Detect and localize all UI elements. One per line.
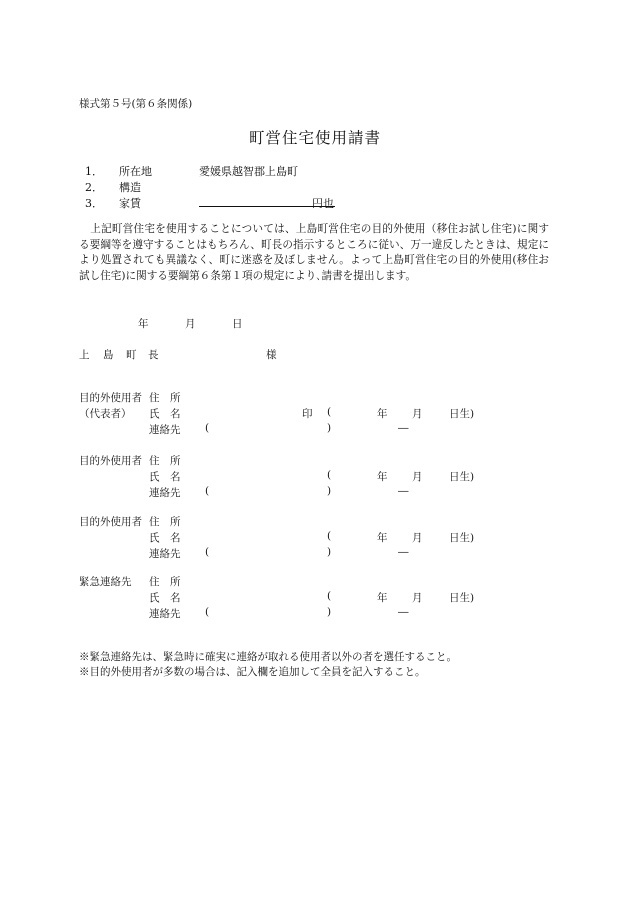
birth-day-label: 日生) xyxy=(449,471,475,483)
rent-blank-line xyxy=(199,206,335,207)
birth-day-label: 日生) xyxy=(449,408,475,420)
birth-paren-open: ( xyxy=(327,406,332,418)
contact-label: 連絡先 xyxy=(149,608,181,620)
date-month-label: 月 xyxy=(185,318,196,330)
date-day-label: 日 xyxy=(232,318,243,330)
item-label-rent: 家賃 xyxy=(119,197,141,210)
contact-dash: ― xyxy=(398,606,409,618)
body-paragraph-text: 上記町営住宅を使用することについては、上島町営住宅の目的外使用（移住お試し住宅)に関する要綱等を遵守することはもちろん、町長の指示するところに従い、万一違反したときは、規定により処置されても異議なく、町に迷惑を及ぼしません。よって上島町営住宅の目的外使用(移住お試し住宅)に関する要綱第６条第１項の規定により､請書を提出します。 xyxy=(79,223,549,282)
birth-paren-open: ( xyxy=(327,469,332,481)
address-label: 住 所 xyxy=(149,392,181,404)
address-label: 住 所 xyxy=(149,516,181,528)
note-multiple-users: ※目的外使用者が多数の場合は、記入欄を追加して全員を記入すること。 xyxy=(79,666,426,678)
name-label: 氏 名 xyxy=(149,592,181,604)
birth-paren-open: ( xyxy=(327,590,332,602)
notes xyxy=(79,650,457,680)
seal-label: 印 xyxy=(302,408,313,420)
birth-year-label: 年 xyxy=(377,592,388,604)
birth-month-label: 月 xyxy=(412,592,423,604)
form-number: 様式第５号(第６条関係) xyxy=(79,98,193,110)
name-label: 氏 名 xyxy=(149,408,181,420)
birth-day-label: 日生) xyxy=(449,592,475,604)
contact-paren-close: ) xyxy=(327,546,332,558)
birth-day-label: 日生) xyxy=(449,532,475,544)
addressee-char: 長 xyxy=(148,349,159,361)
item-label-structure: 構造 xyxy=(119,181,141,194)
item-number: 1． xyxy=(85,165,103,178)
section-subtitle: （代表者） xyxy=(79,408,132,420)
date-year-label: 年 xyxy=(138,318,149,330)
contact-dash: ― xyxy=(398,546,409,558)
item-label-location: 所在地 xyxy=(119,165,152,178)
item-value-rent-unit: 円也 xyxy=(312,197,334,210)
document-title: 町営住宅使用請書 xyxy=(248,129,381,147)
contact-dash: ― xyxy=(398,485,409,497)
contact-label: 連絡先 xyxy=(149,548,181,560)
section-title: 緊急連絡先 xyxy=(79,576,132,588)
contact-dash: ― xyxy=(398,422,409,434)
birth-month-label: 月 xyxy=(412,408,423,420)
contact-paren-open: ( xyxy=(205,485,210,497)
birth-year-label: 年 xyxy=(377,532,388,544)
contact-label: 連絡先 xyxy=(149,487,181,499)
birth-year-label: 年 xyxy=(377,471,388,483)
note-emergency-contact: ※緊急連絡先は、緊急時に確実に連絡が取れる使用者以外の者を選任すること。 xyxy=(79,651,457,663)
addressee-char: 島 xyxy=(103,349,114,361)
section-title: 目的外使用者 xyxy=(79,455,142,467)
birth-paren-open: ( xyxy=(327,530,332,542)
address-label: 住 所 xyxy=(149,455,181,467)
contact-label: 連絡先 xyxy=(149,424,181,436)
name-label: 氏 名 xyxy=(149,532,181,544)
addressee-honorific: 様 xyxy=(266,349,277,361)
body-paragraph xyxy=(79,222,549,284)
addressee-char: 町 xyxy=(126,349,137,361)
item-number: 2． xyxy=(85,181,103,194)
contact-paren-close: ) xyxy=(327,485,332,497)
addressee-char: 上 xyxy=(79,349,90,361)
contact-paren-close: ) xyxy=(327,422,332,434)
section-title: 目的外使用者 xyxy=(79,392,142,404)
birth-month-label: 月 xyxy=(412,471,423,483)
name-label: 氏 名 xyxy=(149,471,181,483)
item-value-location: 愛媛県越智郡上島町 xyxy=(199,165,298,178)
address-label: 住 所 xyxy=(149,576,181,588)
birth-year-label: 年 xyxy=(377,408,388,420)
item-number: 3． xyxy=(85,197,103,210)
birth-month-label: 月 xyxy=(412,532,423,544)
contact-paren-close: ) xyxy=(327,606,332,618)
contact-paren-open: ( xyxy=(205,546,210,558)
contact-paren-open: ( xyxy=(205,422,210,434)
section-title: 目的外使用者 xyxy=(79,516,142,528)
contact-paren-open: ( xyxy=(205,606,210,618)
